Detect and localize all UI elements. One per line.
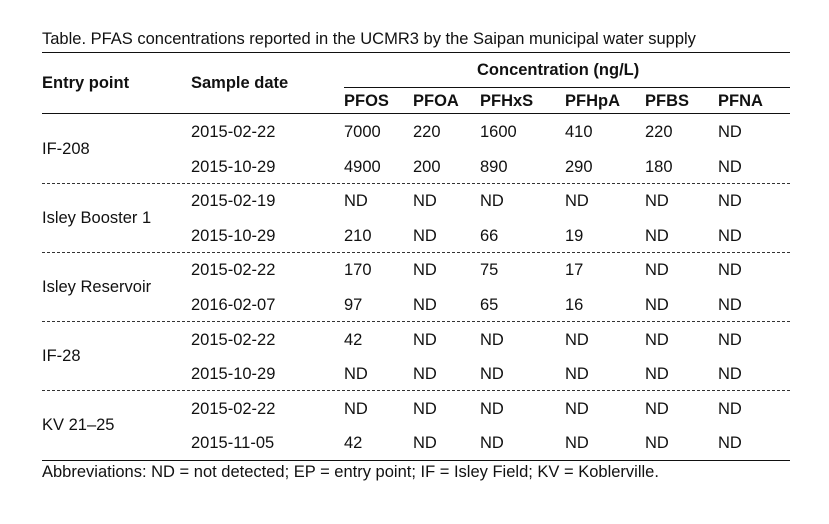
concentration-cell: 97 bbox=[344, 296, 363, 314]
header-analyte-5: PFNA bbox=[718, 92, 763, 110]
concentration-cell: ND bbox=[344, 400, 368, 418]
concentration-cell: ND bbox=[413, 400, 437, 418]
sample-date-cell: 2016-02-07 bbox=[191, 296, 276, 314]
concentration-cell: ND bbox=[344, 192, 368, 210]
concentration-cell: 1600 bbox=[480, 123, 517, 141]
concentration-cell: 7000 bbox=[344, 123, 381, 141]
concentration-span-rule bbox=[344, 87, 790, 88]
concentration-cell: ND bbox=[413, 331, 437, 349]
table-caption: Table. PFAS concentrations reported in the UCMR3 by the Saipan municipal water supply bbox=[42, 30, 696, 48]
concentration-cell: 75 bbox=[480, 261, 499, 279]
concentration-cell: ND bbox=[565, 400, 589, 418]
concentration-cell: ND bbox=[565, 434, 589, 452]
concentration-cell: ND bbox=[718, 261, 742, 279]
concentration-cell: ND bbox=[645, 192, 669, 210]
sample-date-cell: 2015-11-05 bbox=[191, 434, 275, 452]
concentration-cell: ND bbox=[480, 400, 504, 418]
concentration-cell: 220 bbox=[645, 123, 673, 141]
concentration-cell: 16 bbox=[565, 296, 584, 314]
concentration-cell: 170 bbox=[344, 261, 372, 279]
concentration-cell: ND bbox=[718, 158, 742, 176]
concentration-cell: ND bbox=[413, 296, 437, 314]
header-concentration: Concentration (ng/L) bbox=[477, 61, 640, 79]
concentration-cell: 66 bbox=[480, 227, 499, 245]
concentration-cell: ND bbox=[645, 227, 669, 245]
concentration-cell: ND bbox=[565, 331, 589, 349]
concentration-cell: 42 bbox=[344, 434, 363, 452]
concentration-cell: ND bbox=[718, 331, 742, 349]
sample-date-cell: 2015-02-22 bbox=[191, 331, 276, 349]
sample-date-cell: 2015-10-29 bbox=[191, 365, 276, 383]
entry-point-label: Isley Booster 1 bbox=[42, 209, 152, 227]
concentration-cell: ND bbox=[565, 365, 589, 383]
group-separator bbox=[42, 390, 790, 391]
entry-point-label: KV 21–25 bbox=[42, 416, 115, 434]
group-separator bbox=[42, 321, 790, 322]
concentration-cell: ND bbox=[413, 261, 437, 279]
concentration-cell: ND bbox=[344, 365, 368, 383]
concentration-cell: ND bbox=[480, 365, 504, 383]
sample-date-cell: 2015-10-29 bbox=[191, 227, 276, 245]
concentration-cell: ND bbox=[480, 434, 504, 452]
concentration-cell: ND bbox=[645, 331, 669, 349]
concentration-cell: ND bbox=[645, 296, 669, 314]
concentration-cell: 290 bbox=[565, 158, 593, 176]
concentration-cell: ND bbox=[718, 434, 742, 452]
concentration-cell: ND bbox=[718, 296, 742, 314]
concentration-cell: ND bbox=[565, 192, 589, 210]
concentration-cell: 220 bbox=[413, 123, 441, 141]
entry-point-label: IF-28 bbox=[42, 347, 81, 365]
entry-point-label: IF-208 bbox=[42, 140, 90, 158]
concentration-cell: ND bbox=[718, 365, 742, 383]
concentration-cell: ND bbox=[413, 227, 437, 245]
concentration-cell: 19 bbox=[565, 227, 584, 245]
header-sample-date: Sample date bbox=[191, 74, 289, 92]
group-separator bbox=[42, 183, 790, 184]
concentration-cell: 17 bbox=[565, 261, 584, 279]
concentration-cell: ND bbox=[413, 434, 437, 452]
concentration-cell: ND bbox=[718, 123, 742, 141]
concentration-cell: 4900 bbox=[344, 158, 381, 176]
header-analyte-3: PFHpA bbox=[565, 92, 620, 110]
table-top-rule bbox=[42, 52, 790, 53]
concentration-cell: 410 bbox=[565, 123, 593, 141]
header-entry-point: Entry point bbox=[42, 74, 130, 92]
concentration-cell: 65 bbox=[480, 296, 499, 314]
concentration-cell: 890 bbox=[480, 158, 508, 176]
header-analyte-0: PFOS bbox=[344, 92, 389, 110]
concentration-cell: 210 bbox=[344, 227, 372, 245]
concentration-cell: 180 bbox=[645, 158, 673, 176]
concentration-cell: ND bbox=[718, 400, 742, 418]
group-separator bbox=[42, 252, 790, 253]
header-analyte-4: PFBS bbox=[645, 92, 690, 110]
table-footnote: Abbreviations: ND = not detected; EP = entry point; IF = Isley Field; KV = Koblerville. bbox=[42, 463, 659, 481]
header-analyte-2: PFHxS bbox=[480, 92, 534, 110]
concentration-cell: ND bbox=[413, 192, 437, 210]
concentration-cell: ND bbox=[645, 261, 669, 279]
sample-date-cell: 2015-02-22 bbox=[191, 400, 276, 418]
concentration-cell: 200 bbox=[413, 158, 441, 176]
sample-date-cell: 2015-02-22 bbox=[191, 261, 276, 279]
concentration-cell: ND bbox=[480, 192, 504, 210]
concentration-cell: 42 bbox=[344, 331, 363, 349]
entry-point-label: Isley Reservoir bbox=[42, 278, 152, 296]
concentration-cell: ND bbox=[718, 192, 742, 210]
concentration-cell: ND bbox=[480, 331, 504, 349]
concentration-cell: ND bbox=[645, 365, 669, 383]
header-bottom-rule bbox=[42, 113, 790, 114]
concentration-cell: ND bbox=[645, 434, 669, 452]
sample-date-cell: 2015-02-22 bbox=[191, 123, 276, 141]
sample-date-cell: 2015-10-29 bbox=[191, 158, 276, 176]
table-bottom-rule bbox=[42, 460, 790, 461]
concentration-cell: ND bbox=[413, 365, 437, 383]
concentration-cell: ND bbox=[645, 400, 669, 418]
concentration-cell: ND bbox=[718, 227, 742, 245]
sample-date-cell: 2015-02-19 bbox=[191, 192, 276, 210]
header-analyte-1: PFOA bbox=[413, 92, 459, 110]
